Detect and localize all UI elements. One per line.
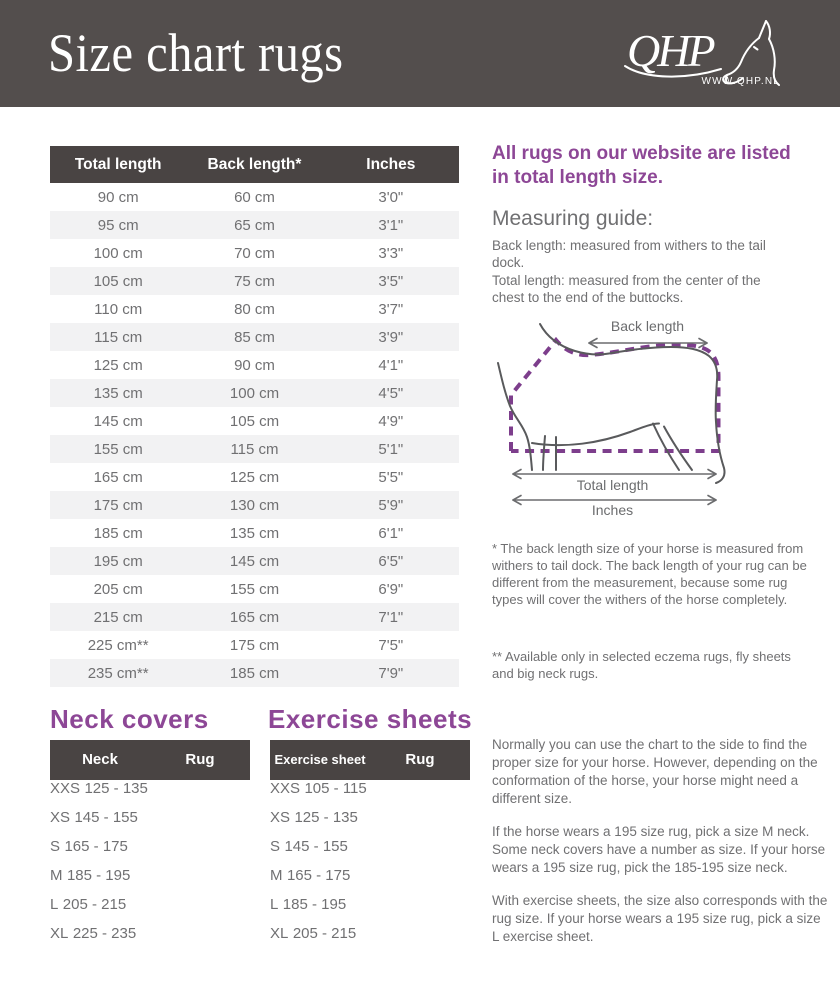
qhp-logo [627,20,782,94]
table-row [270,809,470,838]
cell-back-length: 130 cm [229,496,280,514]
cell-rug-range: 185 - 195 [282,896,347,913]
table-row [270,867,470,896]
cell-total-length: 175 cm [93,496,143,514]
cell-inches: 3'0" [378,188,404,206]
exercise-sheets-table-header [270,740,470,780]
table-row [50,267,459,295]
cell-total-length: 90 cm [97,188,139,206]
cell-inches: 4'9" [378,412,404,430]
cell-total-length: 100 cm [93,244,143,262]
measuring-guide-total-length: Total length: measured from the center of the chest to the end of the buttocks. [492,272,761,305]
table-row [50,809,250,838]
cell-inches: 7'1" [378,608,404,626]
cell-total-length: 225 cm** [87,636,149,654]
cell-total-length: 215 cm [93,608,143,626]
column-header-exercise-sheet: Exercise sheet [274,752,366,768]
header-banner [0,0,840,107]
cell-size: L [270,896,279,913]
cell-rug-range: 145 - 155 [284,838,348,855]
table-row [50,435,459,463]
diagram-label-inches: Inches [591,502,634,518]
column-header-back-length: Back length* [207,155,302,173]
cell-back-length: 185 cm [229,664,280,682]
cell-back-length: 70 cm [234,244,275,262]
table-row [50,183,459,211]
table-row [50,603,459,631]
neck-covers-table-body [50,780,250,954]
qhp-logo-text: QHP [627,25,713,76]
table-row [50,631,459,659]
size-table-header [50,146,459,183]
diagram-label-total-length: Total length [576,477,649,493]
table-row [50,896,250,925]
cell-back-length: 115 cm [230,440,279,458]
cell-inches: 3'1" [378,216,404,234]
cell-inches: 3'9" [378,328,404,346]
cell-inches: 5'1" [378,440,404,458]
cell-total-length: 165 cm [93,468,143,486]
cell-total-length: 105 cm [93,272,143,290]
cell-total-length: 205 cm [93,580,143,598]
cell-total-length: 195 cm [93,552,143,570]
column-header-inches: Inches [366,155,416,173]
cell-inches: 5'5" [378,468,404,486]
cell-inches: 6'1" [378,524,404,542]
cell-back-length: 80 cm [234,300,275,318]
cell-total-length: 135 cm [93,384,143,402]
cell-inches: 7'5" [378,636,404,654]
cell-size: XS [270,809,291,826]
cell-back-length: 155 cm [229,580,280,598]
footnote-back-length: * The back length size of your horse is measured from withers to tail dock. The back length of your rug can be different from the measurement, because some rug types will cover the withers of the horse completely. [492,541,807,608]
table-row [50,838,250,867]
table-row [50,323,459,351]
cell-size: M [50,867,63,884]
cell-back-length: 75 cm [234,272,275,290]
cell-size: L [50,896,59,913]
cell-total-length: 95 cm [97,216,139,234]
table-row [50,211,459,239]
cell-total-length: 110 cm [94,300,143,318]
exercise-sheets-table-body [270,780,470,954]
column-header-rug: Rug [405,751,435,769]
size-table-body [50,183,459,687]
note-exercise-sheets: With exercise sheets, the size also corresponds with the rug size. If your horse wears a 195 size rug, pick a size L exercise sheet. [492,892,828,944]
cell-back-length: 165 cm [229,608,280,626]
cell-inches: 3'7" [378,300,404,318]
cell-rug-range: 205 - 215 [292,925,357,942]
cell-back-length: 135 cm [229,524,280,542]
cell-back-length: 100 cm [229,384,280,402]
cell-total-length: 145 cm [93,412,143,430]
cell-back-length: 105 cm [229,412,280,430]
cell-rug-range: 105 - 115 [304,780,367,797]
neck-covers-table-header [50,740,250,780]
page-title: Size chart rugs [48,23,344,83]
column-header-total-length: Total length [74,155,162,173]
table-row [50,491,459,519]
rug-outline-dashed [511,340,719,451]
cell-back-length: 125 cm [229,468,280,486]
note-general: Normally you can use the chart to the side to find the proper size for your horse. However, depending on the conformation of the horse, your horse might need a different size. [492,737,818,806]
table-row [270,925,470,954]
qhp-logo-url: WWW.QHP.NL [701,76,780,87]
table-row [50,351,459,379]
cell-size: S [270,838,281,855]
cell-back-length: 65 cm [234,216,275,234]
footnote-availability: ** Available only in selected eczema rugs, fly sheets and big neck rugs. [492,649,791,682]
cell-size: XL [270,925,289,942]
cell-back-length: 85 cm [234,328,275,346]
measuring-guide-back-length: Back length: measured from withers to the tail dock. [492,238,766,271]
cell-inches: 6'9" [378,580,404,598]
cell-rug-range: 125 - 135 [84,780,148,797]
cell-size: S [50,838,61,855]
table-row [50,379,459,407]
table-row [270,838,470,867]
cell-total-length: 185 cm [93,524,143,542]
exercise-sheets-table [270,740,470,954]
cell-rug-range: 165 - 175 [286,867,351,884]
cell-rug-range: 225 - 235 [72,925,137,942]
column-header-rug: Rug [185,751,215,769]
table-row [50,295,459,323]
column-header-neck: Neck [82,751,118,769]
measuring-guide-title: Measuring guide: [492,207,654,230]
exercise-sheets-title: Exercise sheets [268,704,473,734]
cell-inches: 6'5" [378,552,404,570]
table-row [50,659,459,687]
cell-size: XXS [270,780,301,797]
table-row [50,239,459,267]
cell-rug-range: 145 - 155 [74,809,138,826]
cell-back-length: 60 cm [234,188,275,206]
cell-inches: 7'9" [378,664,404,682]
cell-inches: 3'5" [378,272,404,290]
cell-inches: 5'9" [378,496,404,514]
cell-back-length: 145 cm [229,552,280,570]
size-table [50,146,459,687]
table-row [50,575,459,603]
cell-total-length: 115 cm [94,328,143,346]
intro-statement: All rugs on our website are listed in total length size. [492,143,791,188]
cell-back-length: 90 cm [234,356,275,374]
cell-rug-range: 125 - 135 [294,809,358,826]
cell-size: M [270,867,283,884]
table-row [50,407,459,435]
cell-rug-range: 185 - 195 [66,867,131,884]
cell-total-length: 125 cm [93,356,143,374]
neck-covers-title: Neck covers [50,704,209,734]
cell-size: XS [50,809,71,826]
sizing-notes [492,736,828,961]
cell-size: XXS [50,780,81,797]
note-neck-covers: If the horse wears a 195 size rug, pick a size M neck. Some neck covers have a number as size. If your horse wears a 195 size rug, pick the 185-195 size neck. [492,823,826,875]
table-row [50,867,250,896]
cell-total-length: 155 cm [93,440,143,458]
table-row [270,896,470,925]
horse-diagram-graphic [485,313,745,525]
neck-covers-table [50,740,250,954]
cell-back-length: 175 cm [229,636,280,654]
table-row [50,780,250,809]
table-row [270,780,470,809]
table-row [50,547,459,575]
cell-inches: 3'3" [378,244,404,262]
cell-rug-range: 205 - 215 [62,896,127,913]
cell-inches: 4'5" [378,384,404,402]
table-row [50,925,250,954]
measuring-guide-text [492,237,792,306]
diagram-label-back-length: Back length [610,318,685,334]
cell-total-length: 235 cm** [87,664,149,682]
table-row [50,519,459,547]
cell-size: XL [50,925,69,942]
cell-inches: 4'1" [378,356,404,374]
horse-measuring-diagram [485,313,745,525]
cell-rug-range: 165 - 175 [64,838,128,855]
table-row [50,463,459,491]
